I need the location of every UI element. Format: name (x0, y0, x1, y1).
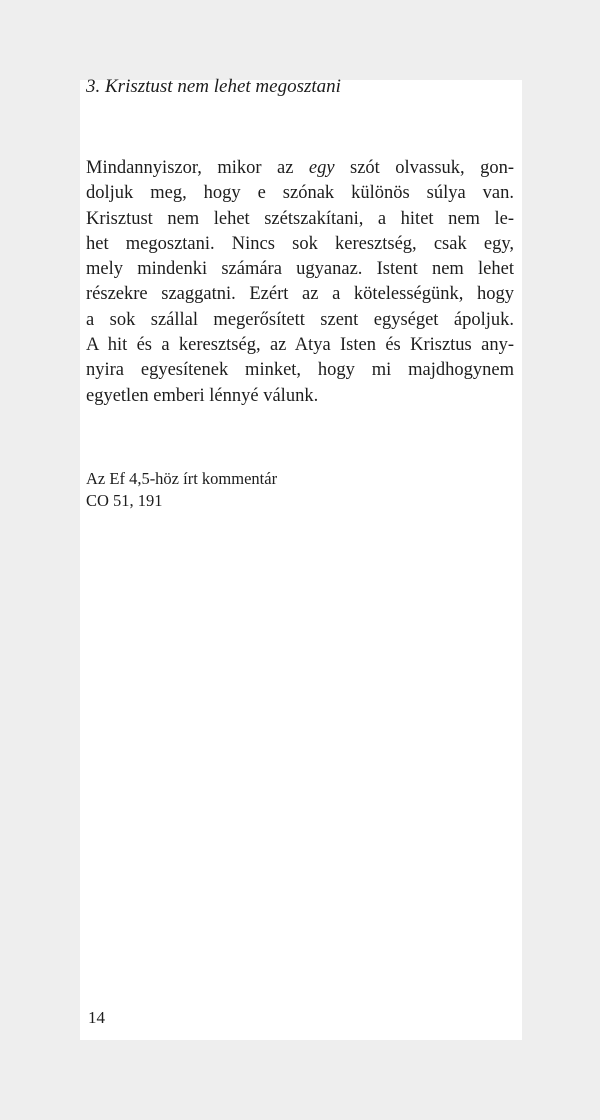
body-line-end: szót olvassuk, gon- (334, 158, 515, 178)
body-line: mely mindenki számára ugyanaz. Istent nem lehet (86, 259, 514, 280)
source-citation (86, 468, 277, 512)
body-line-start: Mindannyiszor, mikor az (86, 158, 309, 178)
page-number: 14 (88, 1008, 105, 1027)
body-line (86, 156, 514, 181)
body-line: A hit és a keresztség, az Atya Isten és Krisztus any- (86, 335, 514, 356)
chapter-heading: 3. Krisztust nem lehet megosztani (86, 76, 341, 97)
source-commentary: Az Ef 4,5-höz írt kommentár (86, 469, 278, 488)
body-line: Krisztust nem lehet szétszakítani, a hitet nem le- (86, 208, 514, 229)
body-line: doljuk meg, hogy e szónak különös súlya van. (86, 183, 514, 204)
body-line: a sok szállal megerősített szent egységet ápoljuk. (86, 309, 514, 330)
body-line: het megosztani. Nincs sok keresztség, csak egy, (86, 233, 514, 254)
book-page (80, 76, 522, 1040)
body-line: részekre szaggatni. Ezért az a kötelességünk, hogy (86, 284, 514, 305)
source-reference: CO 51, 191 (86, 491, 163, 510)
body-line: egyetlen emberi lénnyé válunk. (86, 385, 319, 406)
body-line: nyira egyesítenek minket, hogy mi majdhogynem (86, 360, 514, 381)
body-paragraph (86, 156, 514, 409)
emphasized-word: egy (308, 158, 335, 178)
